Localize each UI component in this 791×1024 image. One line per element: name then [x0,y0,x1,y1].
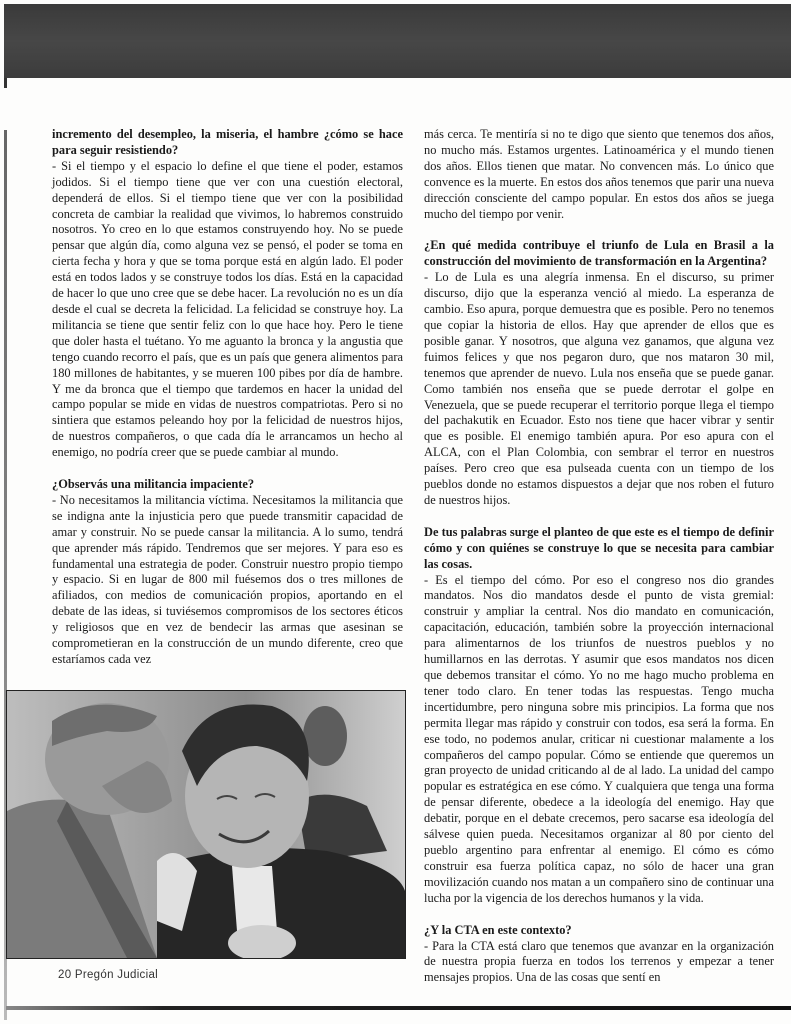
question-heading: ¿Y la CTA en este contexto? [424,922,572,937]
right-column [424,127,774,986]
bottom-rule [6,1006,791,1010]
question-continued: incremento del desempleo, la miseria, el hambre ¿cómo se hace para seguir resistiendo? [52,127,403,157]
question-heading: ¿En qué medida contribuye el triunfo de Lula en Brasil a la construcción del movimiento de transformación en la Argentina? [424,238,774,269]
photo-illustration [7,691,405,958]
answer-continued: más cerca. Te mentiría si no te digo que siento que tenemos dos años, no mucho más. Estamos urgentes. Latinoamérica y el mundo tienen dos años. Ellos tienen que matar. No convencen más. Lo único que convence es la muerte. En estos dos años tenemos que parir una nueva dirección consciente del campo popular. En estos dos años se juega mucho del tiempo por venir. [424,127,774,221]
page-folio: 20 Pregón Judicial [58,969,159,981]
answer-paragraph: - Lo de Lula es una alegría inmensa. En el discurso, su primer discurso, dijo que la esperanza venció al miedo. La esperanza de cambio. Eso apura, porque demuestra que es posible. Pero no tenemos que copiar la historia de ellos. Hay que aprender de ellos que es posible ganar. Y nosotros, que alguna vez ganamos, que alguna vez fuimos felices y que nos pegaron duro, que nos mataron 30 mil, tenemos que aprender de nuevo. Lula nos enseña que se puede ganar. Como también nos enseña que se puede derrotar el golpe en Venezuela, que se puede recuperar el territorio porque llega el tiempo del pachakutik en Ecuador. Esto nos tiene que hacer vibrar y sentir que es posible. El enemigo también apura. Por eso apura con el ALCA, con el Plan Colombia, con sembrar el terror en nuestros países. Pero creo que esa pulseada cuenta con un tiempo de los pueblos donde no estamos dispuestos a dejar que nos roben el futuro de nuestros hijos. [424,270,774,507]
answer-paragraph: - Para la CTA está claro que tenemos que avanzar en la organización de nuestra propia fuerza en todos los terrenos y empezar a tener mensajes propios. Una de las cosas que sentí en [424,938,774,985]
question-heading: ¿Observás una militancia impaciente? [52,477,255,492]
answer-paragraph: - No necesitamos la militancia víctima. Necesitamos la militancia que se indigna ante la injusticia pero que puede transmitir capacidad de amar y construir. No se puede cansar la militancia. A lo sumo, tendrá que aprender más rápido. Tendremos que ser mejores. Y para eso es fundamental una estrategia de poder. Construir nuestro propio tiempo y espacio. Si en lugar de 800 mil fuésemos dos o tres millones de afiliados, con medios de comunicación propios, aportando en el debate de las ideas, si tuviésemos compromisos de los sectores éticos y religiosos que en vez de bendecir las armas que asesinan se comprometieran en la construcción de un mundo diferente, creo que estaríamos cada vez [52,492,403,666]
answer-paragraph: - Si el tiempo y el espacio lo define el que tiene el poder, estamos jodidos. Si el tiempo tiene que ver con una cuestión electoral, dependerá de ellos. Si el tiempo tiene que ver con la posibilidad concreta de cambiar la realidad que vivimos, lo habremos construido nosotros. Yo creo en lo que estamos construyendo hoy. No se puede pensar que algún día, como alguna vez se pensó, el poder se toma en cierta fecha y hora y que se toma porque está en algún lado. El poder está en todos lados y se construye todos los días. Está en la capacidad de hacer lo que uno cree que se debe hacer. La revolución no es un día desde el cual se decreta la felicidad. La felicidad se construye hoy. La militancia se tiene que sentir feliz con lo que hace hoy. Pero le tiene que doler hasta el tuétano. Yo me aguanto la bronca y la angustia que tengo cuando recorro el país, que es un país que genera alimentos para 180 millones de habitantes, y se mueren 100 pibes por día de hambre. Y me da bronca que el tiempo que tardemos en hacer la unidad del campo popular se mide en vidas de nuestros compatriotas. Pero si no sintiera que estamos peleando hoy por la felicidad de nuestros hijos, de nuestros compañeros, o que cada día le arrancamos un hecho al enemigo, no podría creer que se puede cambiar al mundo. [52,158,403,460]
page-edge-mark [4,78,7,88]
left-column [52,127,403,668]
article-photo [6,690,406,959]
answer-paragraph: - Es el tiempo del cómo. Por eso el congreso nos dio grandes mandatos. Nos dio mandatos desde el punto de vista gremial: construir y ampliar la central. Nos dio mandato en comunicación, capacitación, educación, también sobre la proyección internacional para alimentarnos de los triunfos de nuestros pueblos y no humillarnos en las derrotas. Y asumir que esos mandatos nos dicen que debemos transitar el cómo. Yo no me hago mucho problema en tener todo claro. En tener todas las respuestas. Tengo mucha incertidumbre, pero ninguna sobre mis principios. La forma que nos permita llegar mas rápido y construir con todos, esa será la forma. En ese todo, no podemos anular, criticar ni cuestionar malamente a los compañeros del campo popular. Cómo se entiende que queremos un gran proyecto de unidad criticando al de al lado. La unidad del campo popular es estratégica en ese cómo. Y cualquiera que tenga una forma de pensar diferente, obedece a la ideología del enemigo. Hay que debatir, porque en el debate crecemos, pero sacarse esa ideología del sálvese quien pueda. Necesitamos organizar al 80 por ciento del pueblo argentino para enfrentar al enemigo. El cómo es cómo construir esa fuerza política capaz, no sólo de hacer una gran movilización cuando nos matan a un compañero sino de continuar una lucha por la vigencia de los derechos humanos y la vida. [424,572,774,905]
header-band [4,4,791,78]
question-heading: De tus palabras surge el planteo de que este es el tiempo de definir cómo y con quiénes se construye lo que se necesita para cambiar las cosas. [424,524,774,571]
